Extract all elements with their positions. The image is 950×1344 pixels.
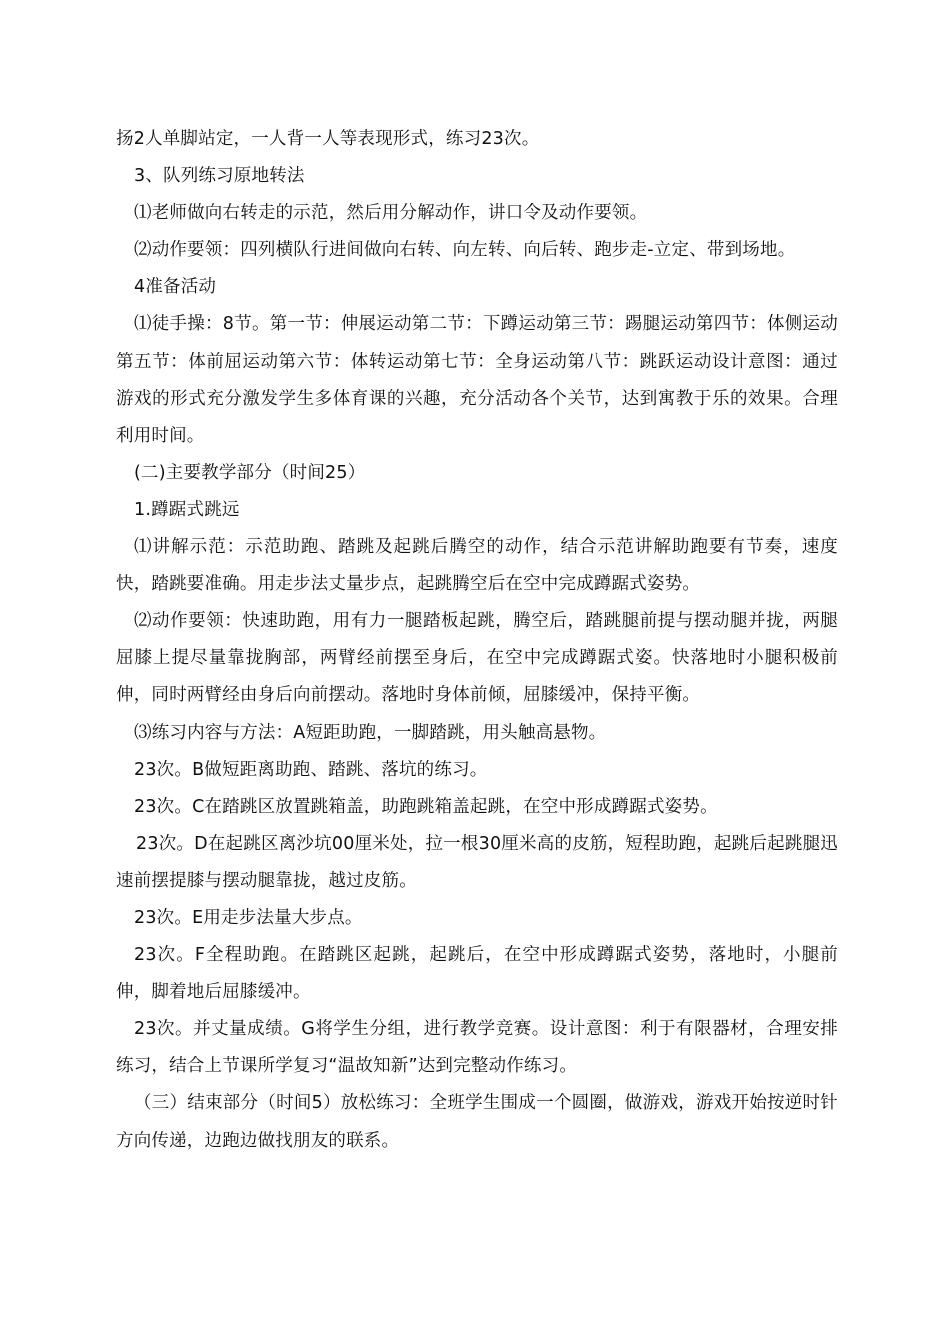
paragraph: （三）结束部分（时间5）放松练习：全班学生围成一个圆圈，做游戏，游戏开始按逆时针方向传递，边跑边做找朋友的联系。	[116, 1093, 838, 1151]
paragraph: ⑶练习内容与方法：A短距助跑，一脚踏跳，用头触高悬物。	[134, 722, 607, 743]
paragraph: ⑴讲解示范：示范助跑、踏跳及起跳后腾空的动作，结合示范讲解助跑要有节奏，速度快，踏跳要准确。用走步法丈量步点，起跳腾空后在空中完成蹲踞式姿势。	[116, 537, 838, 595]
paragraph: 23次。并丈量成绩。G将学生分组，进行教学竞赛。设计意图：利于有限器材，合理安排练习，结合上节课所学复习“温故知新”达到完整动作练习。	[116, 1019, 838, 1077]
paragraph: ⑵动作要领：四列横队行进间做向右转、向左转、向后转、跑步走-立定、带到场地。	[134, 240, 796, 261]
paragraph: ⑴徒手操：8节。第一节：伸展运动第二节：下蹲运动第三节：踢腿运动第四节：体侧运动第五节：体前屈运动第六节：体转运动第七节：全身运动第八节：跳跃运动设计意图：通过游戏的形式充分激发学生多体育课的兴趣，充分活动各个关节，达到寓教于乐的效果。合理利用时间。	[116, 314, 838, 446]
section-heading: 3、队列练习原地转法	[134, 166, 305, 187]
section-heading: (二)主要教学部分（时间25）	[134, 462, 366, 483]
paragraph: 23次。F全程助跑。在踏跳区起跳，起跳后，在空中形成蹲踞式姿势，落地时，小腿前伸，脚着地后屈膝缓冲。	[116, 945, 838, 1003]
section-heading: 4准备活动	[134, 277, 217, 298]
paragraph: ⑵动作要领：快速助跑，用有力一腿踏板起跳，腾空后，踏跳腿前提与摆动腿并拢，两腿屈膝上提尽量靠拢胸部，两臂经前摆至身后，在空中完成蹲踞式姿。快落地时小腿积极前伸，同时两臂经由身后向前摆动。落地时身体前倾，屈膝缓冲，保持平衡。	[116, 611, 838, 706]
paragraph: 23次。E用走步法量大步点。	[134, 907, 363, 928]
document-body	[116, 121, 838, 1160]
paragraph: 23次。B做短距离助跑、踏跳、落坑的练习。	[134, 759, 488, 780]
paragraph: 扬2人单脚站定，一人背一人等表现形式，练习23次。	[116, 129, 540, 149]
paragraph: 23次。D在起跳区离沙坑00厘米处，拉一根30厘米高的皮筋，短程助跑，起跳后起跳腿迅速前摆提膝与摆动腿靠拢，越过皮筋。	[116, 833, 838, 891]
paragraph: ⑴老师做向右转走的示范，然后用分解动作，讲口令及动作要领。	[134, 203, 648, 224]
section-heading: 1.蹲踞式跳远	[134, 499, 240, 520]
paragraph: 23次。C在踏跳区放置跳箱盖，助跑跳箱盖起跳，在空中形成蹲踞式姿势。	[134, 796, 718, 817]
